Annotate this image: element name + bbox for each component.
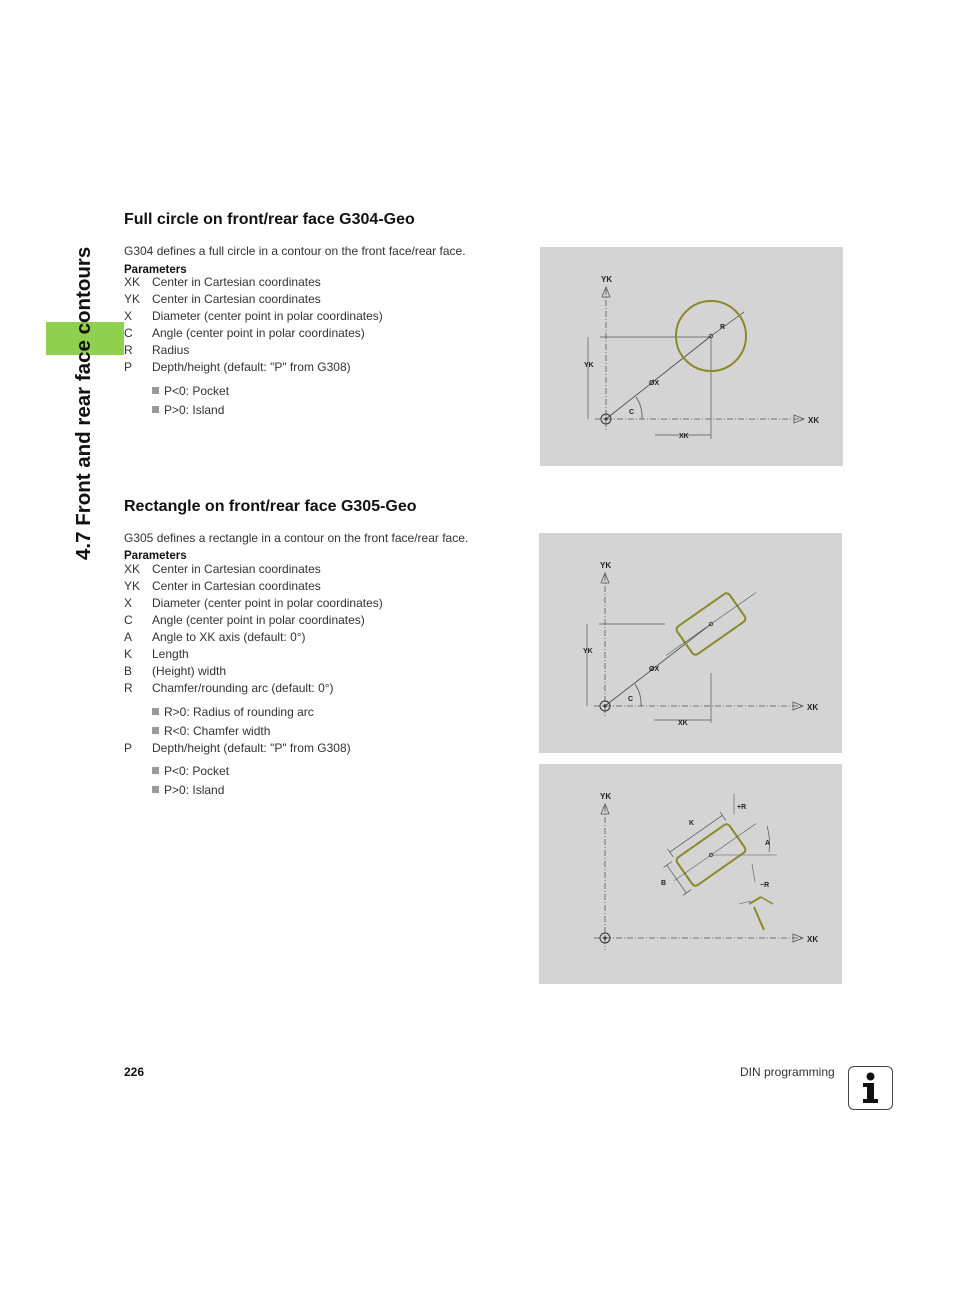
parameter-row: R Chamfer/rounding arc (default: 0°) [124, 681, 334, 695]
bullet-square-icon [152, 767, 159, 774]
bullet-item: R>0: Radius of rounding arc [152, 705, 314, 719]
parameter-row: B (Height) width [124, 664, 227, 678]
parameter-list-g305 [124, 561, 383, 697]
axis-label-xk: XK [808, 416, 820, 425]
bullet-square-icon [152, 406, 159, 413]
axis-label-xk: XK [807, 935, 819, 944]
parameter-row: P Depth/height (default: "P" from G308) [124, 360, 351, 374]
parameter-row: XK Center in Cartesian coordinates [124, 275, 321, 289]
diameter-label: ØX [649, 380, 660, 387]
parameter-row: A Angle to XK axis (default: 0°) [124, 630, 306, 644]
parameter-list-g304 [124, 274, 383, 376]
angle-label: C [628, 696, 634, 703]
page-number: 226 [124, 1065, 145, 1079]
section-intro-g304: G304 defines a full circle in a contour on the front face/rear face. [124, 244, 466, 258]
axis-label-xk: XK [807, 703, 819, 712]
dimension-label-xk: XK [678, 720, 688, 727]
parameter-row: P Depth/height (default: "P" from G308) [124, 741, 351, 755]
rotation-angle-label: A [765, 840, 771, 847]
bullet-square-icon [152, 708, 159, 715]
parameter-row: K Length [124, 647, 189, 661]
bullet-item: P>0: Island [152, 403, 224, 417]
section-heading-g305: Rectangle on front/rear face G305-Geo [124, 498, 417, 515]
angle-label: C [629, 409, 635, 416]
parameter-row: C Angle (center point in polar coordinates) [124, 613, 365, 627]
chapter-title: 4.7 Front and rear face contours [72, 246, 95, 560]
parameters-label: Parameters [124, 550, 187, 562]
chamfer-label: −R [760, 882, 770, 889]
axis-label-yk: YK [601, 275, 613, 284]
parameter-row: C Angle (center point in polar coordinates) [124, 326, 365, 340]
axis-label-yk: YK [600, 561, 612, 570]
bullet-item: P>0: Island [152, 783, 224, 797]
parameter-row: X Diameter (center point in polar coordinates) [124, 309, 383, 323]
info-icon [848, 1066, 893, 1110]
section-intro-g305: G305 defines a rectangle in a contour on the front face/rear face. [124, 531, 469, 545]
parameter-row: YK Center in Cartesian coordinates [124, 579, 321, 593]
diameter-label: ØX [649, 666, 660, 673]
figure-full-circle [540, 247, 843, 466]
bullet-item: R<0: Chamfer width [152, 724, 270, 738]
parameter-row: X Diameter (center point in polar coordinates) [124, 596, 383, 610]
bullet-item: P<0: Pocket [152, 384, 229, 398]
bullet-item: P<0: Pocket [152, 764, 229, 778]
parameter-row: YK Center in Cartesian coordinates [124, 292, 321, 306]
parameters-label: Parameters [124, 264, 187, 276]
figure-rectangle-dimensions [539, 764, 842, 984]
rounding-radius-label: +R [737, 804, 747, 811]
figure-rectangle-position [539, 533, 842, 753]
bullet-square-icon [152, 387, 159, 394]
dimension-label-yk: YK [583, 648, 593, 655]
chapter-name: DIN programming [740, 1065, 835, 1079]
axis-label-yk: YK [600, 792, 612, 801]
parameter-row: R Radius [124, 343, 190, 357]
width-label: B [661, 880, 667, 887]
bullet-square-icon [152, 727, 159, 734]
parameter-row: XK Center in Cartesian coordinates [124, 562, 321, 576]
section-heading-g304: Full circle on front/rear face G304-Geo [124, 211, 415, 228]
length-label: K [689, 820, 695, 827]
dimension-label-xk: XK [679, 433, 689, 440]
radius-label: R [720, 324, 726, 331]
bullet-square-icon [152, 786, 159, 793]
dimension-label-yk: YK [584, 362, 594, 369]
